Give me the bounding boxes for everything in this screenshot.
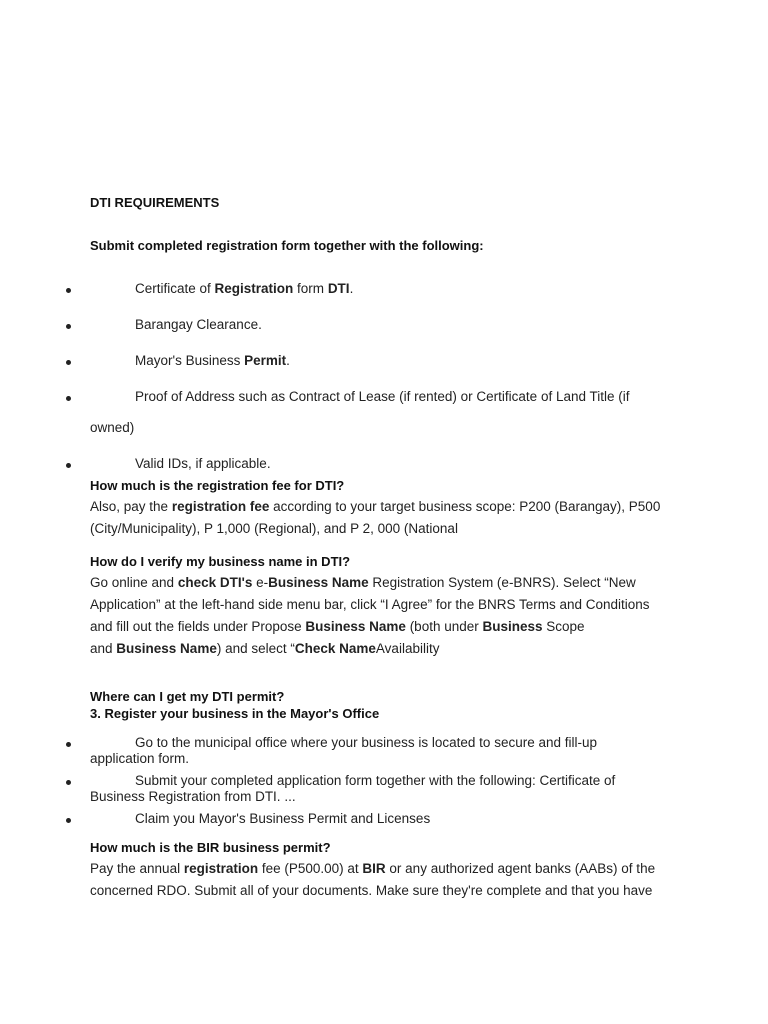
verify-question: How do I verify my business name in DTI?	[90, 554, 351, 569]
bullet-icon	[66, 780, 71, 785]
verify-answer-line: Go online and check DTI's e-Business Name Registration System (e-BNRS). Select “New	[90, 575, 636, 590]
list-item: Certificate of Registration form DTI.	[135, 281, 354, 296]
bullet-icon	[66, 288, 71, 293]
list-item: Submit your completed application form together with the following: Certificate of	[135, 773, 616, 788]
bir-question: How much is the BIR business permit?	[90, 840, 331, 855]
verify-answer-line: and fill out the fields under Propose Business Name (both under Business Scope	[90, 619, 585, 634]
bir-answer-line: Pay the annual registration fee (P500.00) at BIR or any authorized agent banks (AABs) of the	[90, 861, 656, 876]
fee-question: How much is the registration fee for DTI?	[90, 478, 345, 493]
permit-question: Where can I get my DTI permit?	[90, 689, 285, 704]
list-item: Claim you Mayor's Business Permit and Licenses	[135, 811, 431, 826]
document-title: DTI REQUIREMENTS	[90, 195, 220, 210]
bullet-icon	[66, 463, 71, 468]
list-item-continuation: Business Registration from DTI. ...	[90, 789, 296, 804]
verify-answer-line: and Business Name) and select “Check NameAvailability	[90, 641, 440, 656]
list-item: Go to the municipal office where your business is located to secure and fill-up	[135, 735, 597, 750]
list-item: Valid IDs, if applicable.	[135, 456, 271, 471]
fee-answer-line: (City/Municipality), P 1,000 (Regional), and P 2, 000 (National	[90, 521, 458, 536]
bullet-icon	[66, 396, 71, 401]
bullet-icon	[66, 818, 71, 823]
list-item: Proof of Address such as Contract of Lease (if rented) or Certificate of Land Title (if	[135, 389, 630, 404]
fee-answer-line: Also, pay the registration fee according to your target business scope: P200 (Barangay), P500	[90, 499, 661, 514]
permit-step-heading: 3. Register your business in the Mayor's Office	[90, 706, 380, 721]
verify-answer-line: Application” at the left-hand side menu bar, click “I Agree” for the BNRS Terms and Conditions	[90, 597, 650, 612]
list-item-continuation: owned)	[90, 420, 135, 435]
bir-answer-line: concerned RDO. Submit all of your documents. Make sure they're complete and that you have	[90, 883, 653, 898]
bullet-icon	[66, 324, 71, 329]
bullet-icon	[66, 360, 71, 365]
list-item: Barangay Clearance.	[135, 317, 262, 332]
bullet-icon	[66, 742, 71, 747]
list-item-continuation: application form.	[90, 751, 190, 766]
intro-text: Submit completed registration form together with the following:	[90, 238, 484, 253]
list-item: Mayor's Business Permit.	[135, 353, 290, 368]
